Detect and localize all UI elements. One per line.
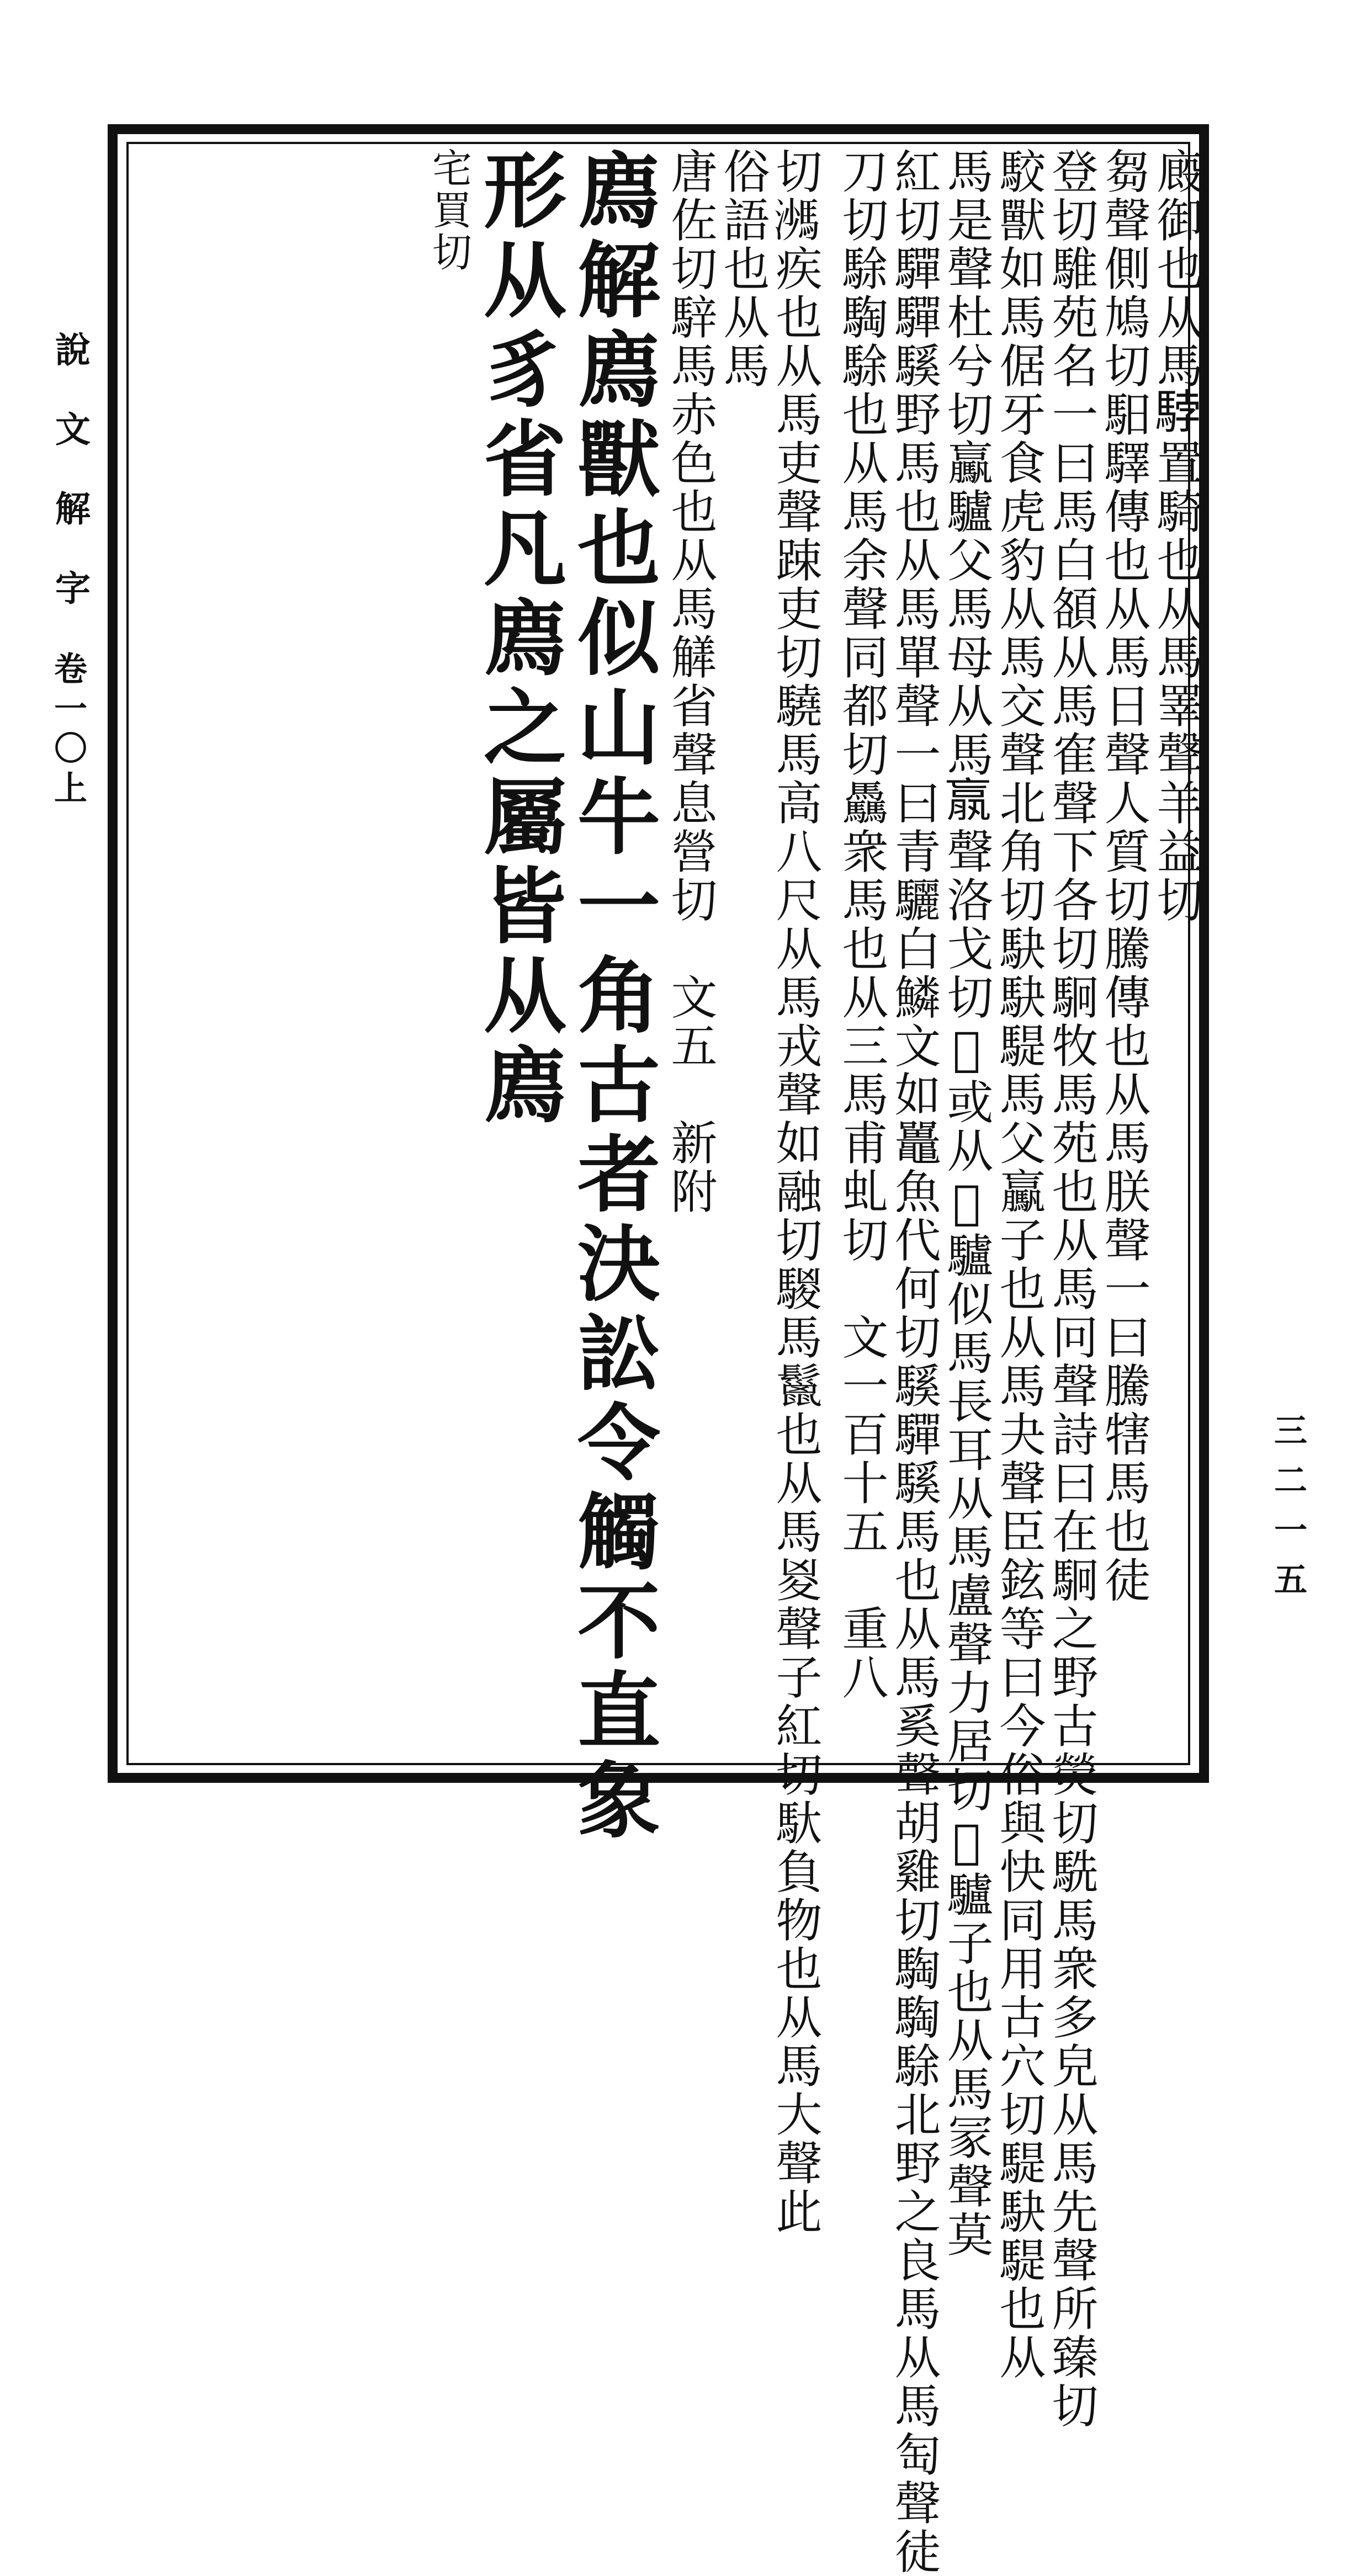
page-frame (108, 124, 1209, 2576)
column-text: 廌解廌獸也似山牛一角古者決訟令觸不直象 (563, 147, 660, 1846)
text-column (1097, 147, 1150, 1760)
text-block (126, 142, 1203, 2576)
margin-volume: 卷一〇上 (49, 651, 87, 810)
text-column (563, 147, 660, 1846)
margin-title: 說文解字 (49, 331, 91, 649)
text-column (835, 147, 888, 1760)
column-text: 廄御也从馬𩣡置騎也从馬睪聲羊益切 (1149, 147, 1203, 925)
column-text: 登切騅苑名一曰馬白頟从馬隺聲下各切駉牧馬苑也从馬冋聲詩曰在駉之野古熒切駪馬衆多皃从馬先聲所臻切 (1044, 147, 1099, 2430)
text-column (768, 147, 823, 2236)
text-column (1150, 147, 1203, 1760)
text-column (427, 147, 471, 1760)
column-text: 切𩣠疾也从馬吏聲踈吏切驍馬高八尺从馬戎聲如融切騣馬鬣也从馬㚇聲子紅切馱負物也从馬大聲此 (768, 147, 823, 2236)
text-column (992, 147, 1046, 2382)
text-column (887, 147, 941, 2576)
text-column (717, 147, 770, 1760)
column-text: 宅買切 (426, 147, 472, 273)
text-column (664, 147, 717, 1760)
margin-page-number: 三二一五 (1269, 1413, 1307, 1612)
column-text: 俗語也从馬 (716, 147, 770, 390)
text-column (469, 147, 566, 1760)
column-text: 芻聲側鳩切馹驛傳也从馬日聲人質切騰傳也从馬朕聲一曰騰犗馬也徒 (1097, 147, 1151, 1605)
column-text: 形从豸省凡廌之屬皆从廌 (469, 147, 566, 1131)
text-column (1044, 147, 1099, 2430)
column-text: 駮獸如馬倨牙食虎豹从馬交聲北角切駃駃騠馬父驘子也从馬夬聲臣鉉等曰今俗與快同用古穴切騠駃騠也从 (992, 147, 1046, 2382)
column-text: 唐佐切騂馬赤色也从馬觲省聲息營切 文五 新附 (664, 147, 718, 1216)
column-text: 馬是聲杜兮切驘驢父馬母从馬𣎆聲洛戈切𩧪或从𡣍驢似馬長耳从馬盧聲力居切𩦥驢子也从馬冡聲莫 (940, 147, 994, 2259)
column-text: 紅切驒驒騱野馬也从馬單聲一曰青驪白鱗文如鼉魚代何切騱驒騱馬也从馬奚聲胡雞切騊騊駼北野之良馬从馬匋聲徒 (887, 147, 941, 2576)
column-text: 刀切駼騊駼也从馬余聲同都切驫衆馬也从三馬甫虬切 文一百十五 重八 (835, 147, 889, 1702)
text-column (940, 147, 994, 2259)
